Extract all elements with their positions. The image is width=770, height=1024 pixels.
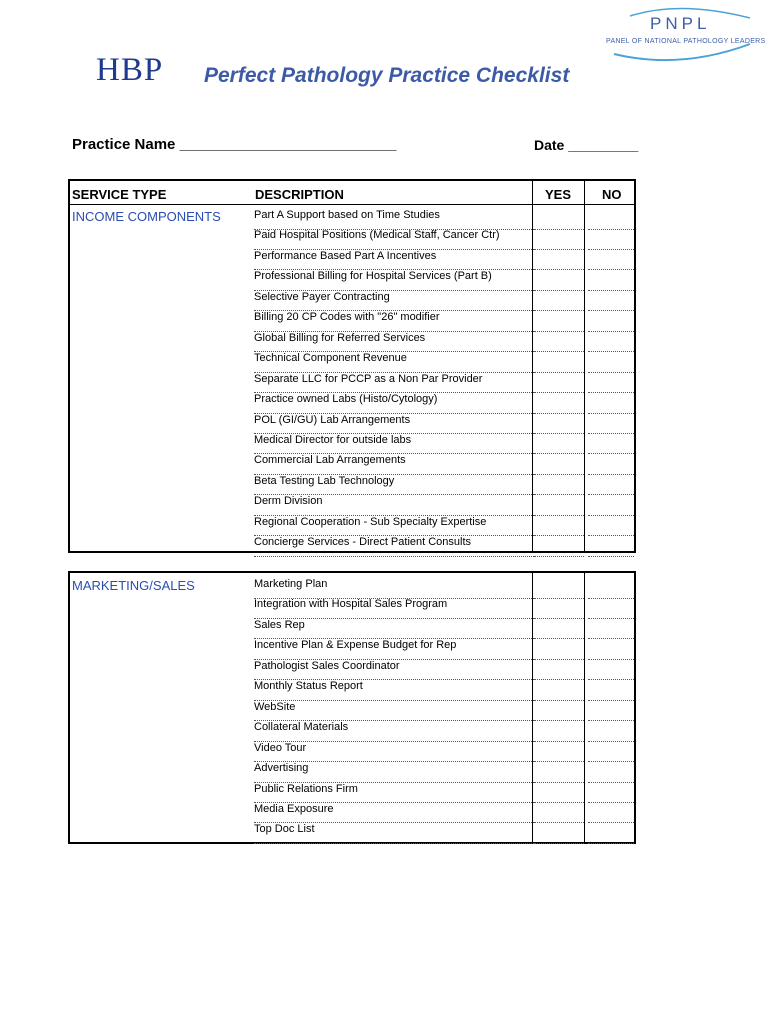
no-checkbox-cell[interactable] bbox=[588, 474, 634, 496]
yes-checkbox-cell[interactable] bbox=[534, 535, 584, 557]
no-checkbox-cell[interactable] bbox=[588, 392, 634, 414]
yes-checkbox-cell[interactable] bbox=[534, 494, 584, 516]
marketing-section bbox=[68, 571, 636, 844]
no-checkbox-cell[interactable] bbox=[588, 638, 634, 660]
yes-checkbox-cell[interactable] bbox=[534, 720, 584, 742]
pnpl-logo bbox=[600, 4, 766, 66]
checklist-item: Top Doc List bbox=[254, 822, 534, 844]
no-checkbox-cell[interactable] bbox=[588, 577, 634, 599]
yes-checkbox-cell[interactable] bbox=[534, 310, 584, 332]
yes-checkbox-cell[interactable] bbox=[534, 433, 584, 455]
checklist-item: Advertising bbox=[254, 761, 534, 783]
yes-checkbox-cell[interactable] bbox=[534, 782, 584, 804]
no-column-divider bbox=[584, 181, 585, 551]
checklist-item: Practice owned Labs (Histo/Cytology) bbox=[254, 392, 534, 414]
yes-checkbox-cell[interactable] bbox=[534, 802, 584, 824]
checklist-item: Part A Support based on Time Studies bbox=[254, 208, 534, 230]
no-checkbox-cell[interactable] bbox=[588, 679, 634, 701]
checklist-item: WebSite bbox=[254, 700, 534, 722]
page-title: Perfect Pathology Practice Checklist bbox=[204, 64, 570, 87]
no-checkbox-cell[interactable] bbox=[588, 659, 634, 681]
hbp-logo: HBP bbox=[96, 52, 164, 88]
description-header: DESCRIPTION bbox=[255, 187, 344, 202]
category-marketing-sales: MARKETING/SALES bbox=[72, 578, 195, 593]
checklist-item: Commercial Lab Arrangements bbox=[254, 453, 534, 475]
no-checkbox-cell[interactable] bbox=[588, 700, 634, 722]
service-type-header: SERVICE TYPE bbox=[72, 187, 167, 202]
no-checkbox-cell[interactable] bbox=[588, 331, 634, 353]
no-checkbox-cell[interactable] bbox=[588, 433, 634, 455]
no-checkbox-cell[interactable] bbox=[588, 597, 634, 619]
checklist-item: Integration with Hospital Sales Program bbox=[254, 597, 534, 619]
date-field[interactable]: Date _________ bbox=[534, 137, 639, 153]
yes-checkbox-cell[interactable] bbox=[534, 453, 584, 475]
pnpl-logo-subtitle: PANEL OF NATIONAL PATHOLOGY LEADERS bbox=[606, 38, 766, 45]
no-checkbox-cell[interactable] bbox=[588, 494, 634, 516]
checklist-item: Selective Payer Contracting bbox=[254, 290, 534, 312]
yes-checkbox-cell[interactable] bbox=[534, 741, 584, 763]
no-checkbox-cell[interactable] bbox=[588, 535, 634, 557]
no-checkbox-cell[interactable] bbox=[588, 822, 634, 844]
yes-checkbox-cell[interactable] bbox=[534, 700, 584, 722]
yes-checkbox-cell[interactable] bbox=[534, 577, 584, 599]
yes-checkbox-cell[interactable] bbox=[534, 761, 584, 783]
no-checkbox-cell[interactable] bbox=[588, 618, 634, 640]
yes-checkbox-cell[interactable] bbox=[534, 372, 584, 394]
yes-checkbox-cell[interactable] bbox=[534, 351, 584, 373]
no-checkbox-cell[interactable] bbox=[588, 515, 634, 537]
yes-checkbox-cell[interactable] bbox=[534, 228, 584, 250]
practice-name-field[interactable]: Practice Name __________________________ bbox=[72, 136, 397, 153]
checklist-item: Pathologist Sales Coordinator bbox=[254, 659, 534, 681]
no-header: NO bbox=[602, 187, 622, 202]
yes-checkbox-cell[interactable] bbox=[534, 659, 584, 681]
checklist-item: Video Tour bbox=[254, 741, 534, 763]
no-checkbox-cell[interactable] bbox=[588, 351, 634, 373]
checklist-item: Regional Cooperation - Sub Specialty Expertise bbox=[254, 515, 534, 537]
no-checkbox-cell[interactable] bbox=[588, 782, 634, 804]
checklist-item: Concierge Services - Direct Patient Consults bbox=[254, 535, 534, 557]
no-checkbox-cell[interactable] bbox=[588, 290, 634, 312]
category-income-components: INCOME COMPONENTS bbox=[72, 209, 221, 224]
no-checkbox-cell[interactable] bbox=[588, 802, 634, 824]
checklist-item: Professional Billing for Hospital Services (Part B) bbox=[254, 269, 534, 291]
yes-checkbox-cell[interactable] bbox=[534, 679, 584, 701]
yes-checkbox-cell[interactable] bbox=[534, 474, 584, 496]
yes-checkbox-cell[interactable] bbox=[534, 515, 584, 537]
checklist-item: Collateral Materials bbox=[254, 720, 534, 742]
no-checkbox-cell[interactable] bbox=[588, 761, 634, 783]
income-section bbox=[68, 179, 636, 553]
checklist-item: Public Relations Firm bbox=[254, 782, 534, 804]
yes-checkbox-cell[interactable] bbox=[534, 249, 584, 271]
yes-checkbox-cell[interactable] bbox=[534, 413, 584, 435]
yes-checkbox-cell[interactable] bbox=[534, 392, 584, 414]
yes-checkbox-cell[interactable] bbox=[534, 597, 584, 619]
checklist-item: Beta Testing Lab Technology bbox=[254, 474, 534, 496]
yes-header: YES bbox=[545, 187, 572, 202]
checklist-item: Billing 20 CP Codes with "26" modifier bbox=[254, 310, 534, 332]
no-checkbox-cell[interactable] bbox=[588, 413, 634, 435]
no-checkbox-cell[interactable] bbox=[588, 208, 634, 230]
checklist-item: Sales Rep bbox=[254, 618, 534, 640]
header-divider bbox=[70, 204, 634, 205]
pnpl-logo-text: PNPL bbox=[650, 14, 711, 33]
checklist-item: Medical Director for outside labs bbox=[254, 433, 534, 455]
checklist-item: Performance Based Part A Incentives bbox=[254, 249, 534, 271]
checklist-item: Marketing Plan bbox=[254, 577, 534, 599]
checklist-item: Technical Component Revenue bbox=[254, 351, 534, 373]
yes-checkbox-cell[interactable] bbox=[534, 331, 584, 353]
no-checkbox-cell[interactable] bbox=[588, 249, 634, 271]
checklist-item: POL (GI/GU) Lab Arrangements bbox=[254, 413, 534, 435]
checklist-item: Incentive Plan & Expense Budget for Rep bbox=[254, 638, 534, 660]
checklist-item: Separate LLC for PCCP as a Non Par Provider bbox=[254, 372, 534, 394]
checklist-item: Media Exposure bbox=[254, 802, 534, 824]
yes-checkbox-cell[interactable] bbox=[534, 822, 584, 844]
yes-checkbox-cell[interactable] bbox=[534, 290, 584, 312]
no-checkbox-cell[interactable] bbox=[588, 720, 634, 742]
no-checkbox-cell[interactable] bbox=[588, 228, 634, 250]
yes-checkbox-cell[interactable] bbox=[534, 638, 584, 660]
checklist-item: Derm Division bbox=[254, 494, 534, 516]
checklist-item: Global Billing for Referred Services bbox=[254, 331, 534, 353]
yes-checkbox-cell[interactable] bbox=[534, 269, 584, 291]
no-checkbox-cell[interactable] bbox=[588, 310, 634, 332]
checklist-item: Paid Hospital Positions (Medical Staff, Cancer Ctr) bbox=[254, 228, 534, 250]
yes-checkbox-cell[interactable] bbox=[534, 618, 584, 640]
yes-checkbox-cell[interactable] bbox=[534, 208, 584, 230]
no-checkbox-cell[interactable] bbox=[588, 269, 634, 291]
no-checkbox-cell[interactable] bbox=[588, 372, 634, 394]
checklist-item: Monthly Status Report bbox=[254, 679, 534, 701]
no-checkbox-cell[interactable] bbox=[588, 741, 634, 763]
no-checkbox-cell[interactable] bbox=[588, 453, 634, 475]
no-column-divider bbox=[584, 573, 585, 842]
